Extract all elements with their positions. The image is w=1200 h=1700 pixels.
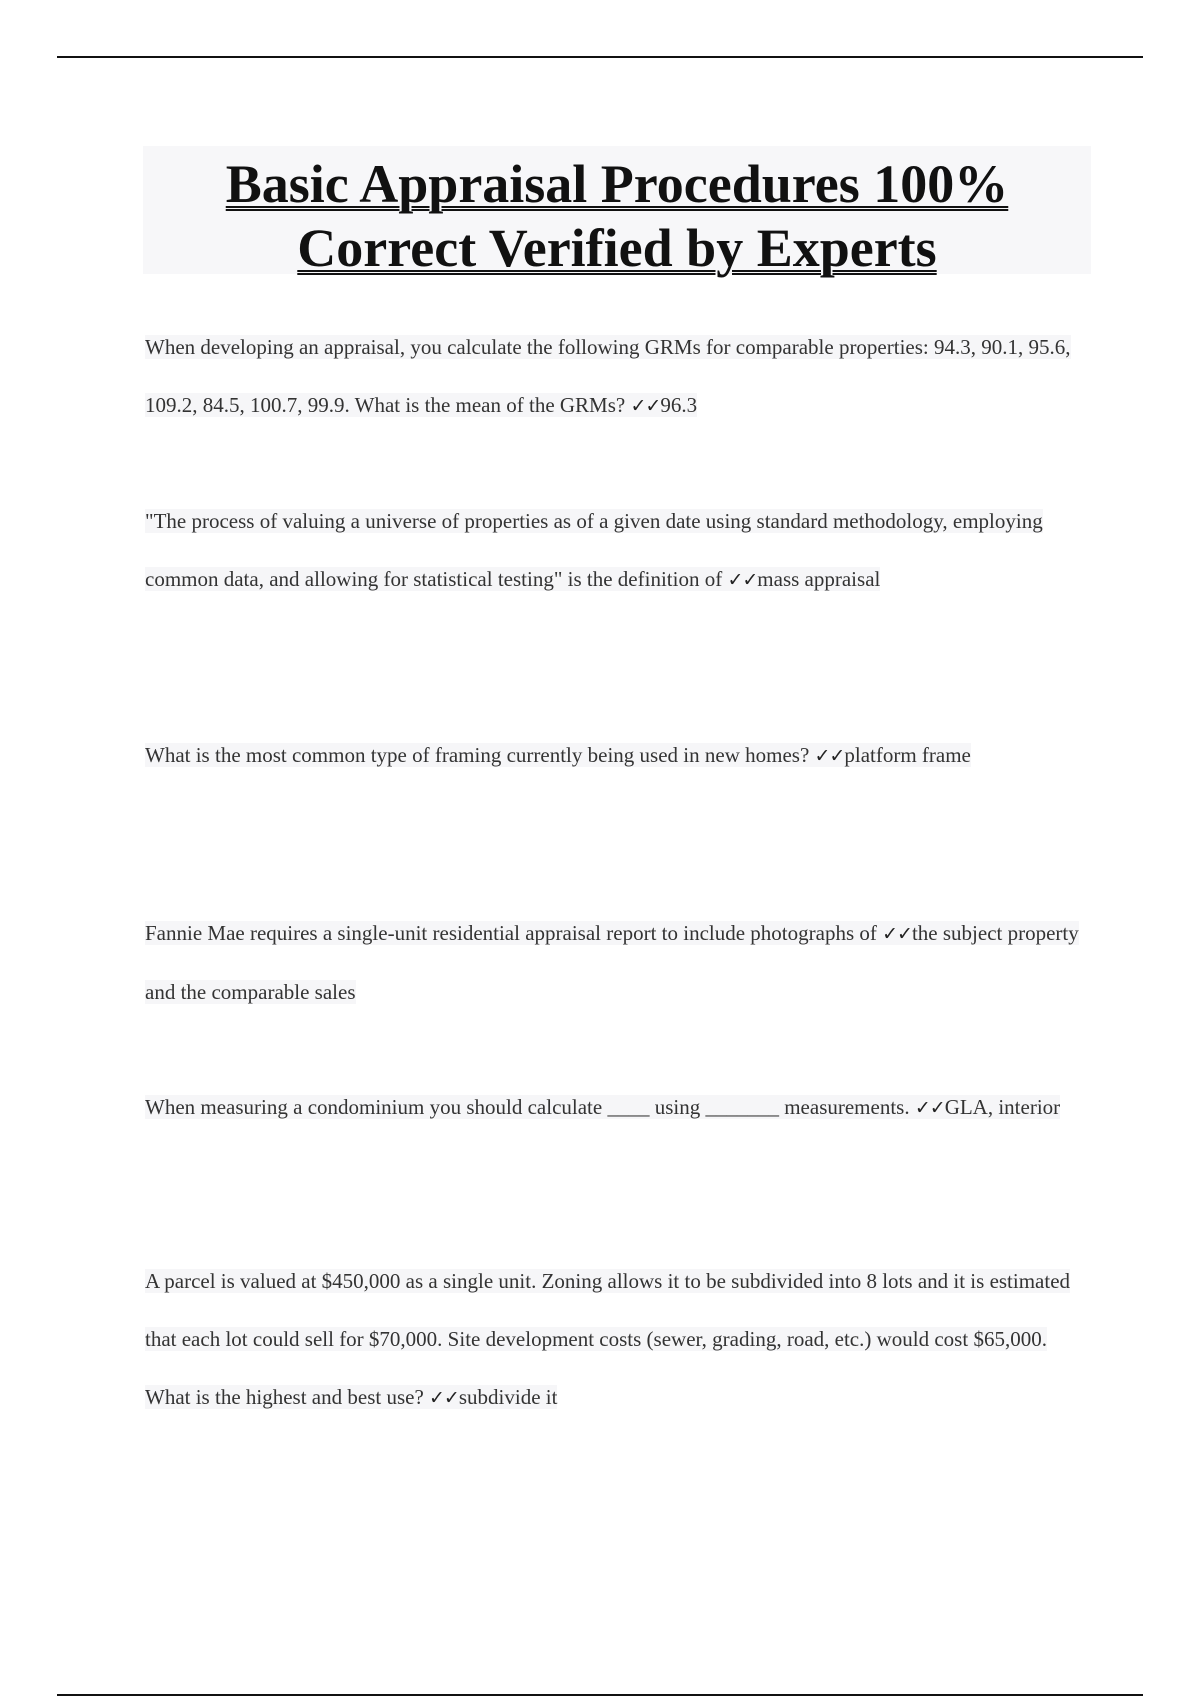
- double-check-icon: ✓✓: [914, 1097, 945, 1119]
- qa-item-4: [145, 904, 1085, 1021]
- title-block: [143, 146, 1091, 278]
- answer-text: platform frame: [844, 743, 971, 767]
- bottom-rule: [57, 1694, 1143, 1696]
- question-text: When measuring a condominium you should calculate ____ using _______ measurements.: [145, 1095, 910, 1119]
- document-title: Basic Appraisal Procedures 100% Correct Verified by Experts: [225, 154, 1009, 278]
- double-check-icon: ✓✓: [814, 745, 845, 767]
- double-check-icon: ✓✓: [429, 1387, 459, 1409]
- qa-item-3: [145, 726, 1085, 785]
- qa-item-6: [145, 1252, 1085, 1427]
- answer-text: mass appraisal: [757, 567, 881, 591]
- double-check-icon: ✓✓: [882, 923, 912, 945]
- answer-text: the subject property and the comparable sales: [145, 921, 1079, 1004]
- answer-text: 96.3: [660, 393, 698, 417]
- answer-text: subdivide it: [458, 1385, 558, 1409]
- qa-item-1: [145, 318, 1085, 435]
- double-check-icon: ✓✓: [727, 569, 758, 591]
- question-text: Fannie Mae requires a single-unit residential appraisal report to include photographs of: [145, 921, 877, 945]
- question-text: A parcel is valued at $450,000 as a single unit. Zoning allows it to be subdivided into 8 lots and it is estimated that each lot could sell for $70,000. Site development costs (sewer, grading, road, etc.) would cost $65,000. What is the highest and best use?: [145, 1269, 1071, 1409]
- question-text: When developing an appraisal, you calculate the following GRMs for comparable properties: 94.3, 90.1, 95.6, 109.2, 84.5, 100.7, 99.9. What is the mean of the GRMs?: [145, 335, 1071, 417]
- double-check-icon: ✓✓: [630, 395, 661, 417]
- top-rule: [57, 56, 1143, 58]
- question-text: What is the most common type of framing currently being used in new homes?: [145, 743, 810, 767]
- answer-text: GLA, interior: [944, 1095, 1061, 1119]
- qa-item-5: [145, 1078, 1085, 1137]
- qa-item-2: [145, 492, 1085, 609]
- question-text: "The process of valuing a universe of properties as of a given date using standard methodology, employing common data, and allowing for statistical testing" is the definition of: [145, 509, 1043, 591]
